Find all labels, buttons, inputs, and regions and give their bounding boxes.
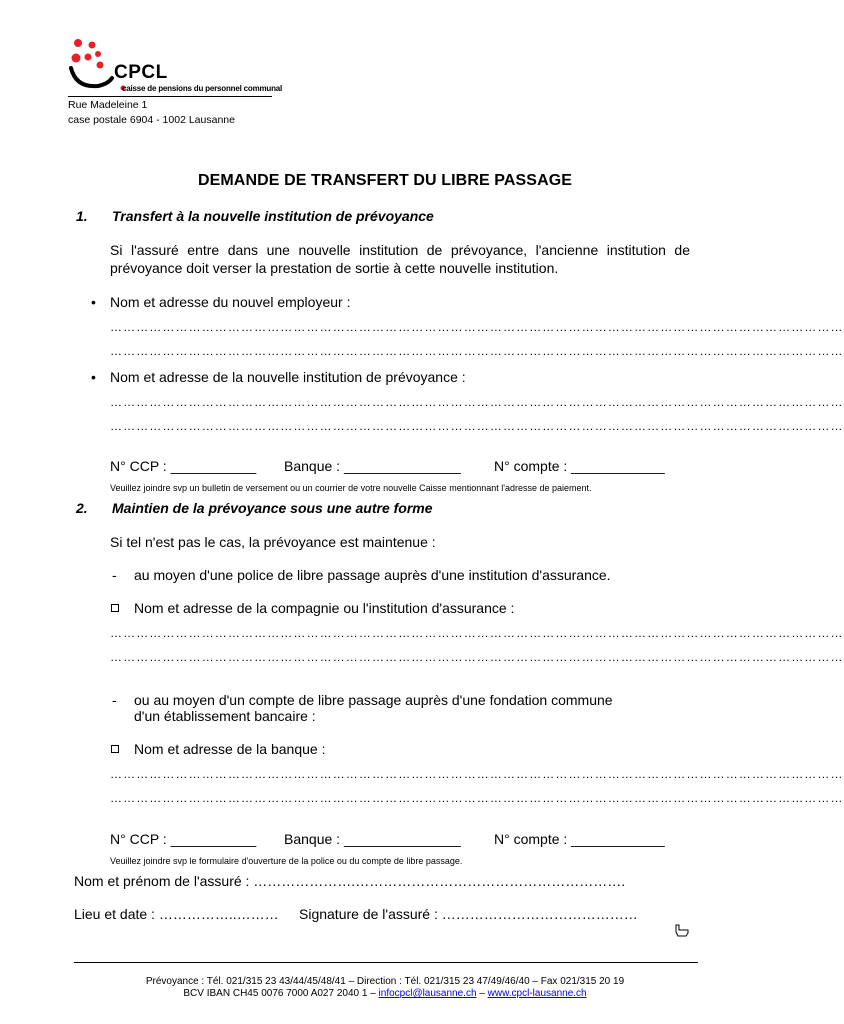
- section-1-paragraph: Si l'assuré entre dans une nouvelle institution de prévoyance, l'ancienne institution de prévoyance doit verser la prestation de sortie à cette nouvelle institution.: [110, 242, 690, 276]
- new-institution-label: Nom et adresse de la nouvelle institution de prévoyance :: [110, 369, 466, 385]
- address-line-2: case postale 6904 - 1002 Lausanne: [68, 114, 235, 126]
- dash-marker: -: [112, 692, 117, 708]
- footer-iban: BCV IBAN CH45 0076 7000 A027 2040 1 –: [183, 988, 376, 999]
- ccp-field-2[interactable]: N° CCP : ___________: [110, 831, 257, 847]
- document-title: DEMANDE DE TRANSFERT DU LIBRE PASSAGE: [197, 172, 573, 189]
- footer-bank-info: [0, 988, 770, 999]
- new-institution-field-2[interactable]: ……………………………………………………………………………………………………………………………………………………: [110, 419, 844, 433]
- place-date-field[interactable]: Lieu et date : ……………..………: [74, 906, 279, 922]
- insured-name-field[interactable]: Nom et prénom de l'assuré : ………………….………………………………………………….: [74, 873, 626, 889]
- bank-address-field-1[interactable]: ……………………………………………………………………………………………………………………………………………………: [110, 767, 844, 781]
- option-2-line-2: d'un établissement bancaire :: [134, 708, 316, 724]
- footer-email-link[interactable]: infocpcl@lausanne.ch: [378, 988, 477, 999]
- footer-website-link[interactable]: www.cpcl-lausanne.ch: [487, 988, 587, 999]
- bullet-icon: •: [91, 294, 96, 310]
- new-employer-label: Nom et adresse du nouvel employeur :: [110, 294, 351, 310]
- checkbox-icon[interactable]: [111, 604, 119, 612]
- option-1-text: au moyen d'une police de libre passage auprès d'une institution d'assurance.: [134, 567, 611, 583]
- dash-marker: -: [112, 567, 117, 583]
- bank-field-2[interactable]: Banque : _______________: [284, 831, 461, 847]
- bank-address-field-2[interactable]: ……………………………………………………………………………………………………………………………………………………: [110, 791, 844, 805]
- account-field-2[interactable]: N° compte : ____________: [494, 831, 665, 847]
- new-employer-field-1[interactable]: ……………………………………………………………………………………………………………………………………………………: [110, 320, 844, 334]
- footer-separator: –: [479, 988, 485, 999]
- section-1-heading: Transfert à la nouvelle institution de prévoyance: [112, 208, 434, 224]
- new-institution-field-1[interactable]: ……………………………………………………………………………………………………………………………………………………: [110, 395, 844, 409]
- signature-field[interactable]: Signature de l'assuré : ……………………………………: [299, 906, 638, 922]
- bank-label: Nom et adresse de la banque :: [134, 741, 326, 757]
- ccp-field-1[interactable]: N° CCP : ___________: [110, 458, 257, 474]
- account-field-1[interactable]: N° compte : ____________: [494, 458, 665, 474]
- insurance-label: Nom et adresse de la compagnie ou l'institution d'assurance :: [134, 600, 515, 616]
- logo-divider: [68, 96, 272, 97]
- footer-divider: [74, 962, 698, 963]
- section-1-number: 1.: [76, 208, 88, 224]
- section-2-intro: Si tel n'est pas le cas, la prévoyance est maintenue :: [110, 534, 436, 550]
- section-2-number: 2.: [76, 500, 88, 516]
- bank-field-1[interactable]: Banque : _______________: [284, 458, 461, 474]
- pointing-hand-icon: [674, 924, 690, 938]
- option-2-line-1: ou au moyen d'un compte de libre passage auprès d'une fondation commune: [134, 692, 613, 708]
- footer-contact: Prévoyance : Tél. 021/315 23 43/44/45/48/41 – Direction : Tél. 021/315 23 47/49/46/40 – Fax 021/315 20 19: [145, 976, 625, 987]
- new-employer-field-2[interactable]: ……………………………………………………………………………………………………………………………………………………: [110, 344, 844, 358]
- insurance-field-2[interactable]: ……………………………………………………………………………………………………………………………………………………: [110, 650, 844, 664]
- section-1-note: Veuillez joindre svp un bulletin de versement ou un courrier de votre nouvelle Caisse mentionnant l'adresse de paiement.: [110, 483, 592, 493]
- section-2-note: Veuillez joindre svp le formulaire d'ouverture de la police ou du compte de libre passage.: [110, 856, 463, 866]
- insurance-field-1[interactable]: ……………………………………………………………………………………………………………………………………………………: [110, 626, 844, 640]
- logo-subtitle: caisse de pensions du personnel communal: [122, 84, 283, 93]
- logo-name: CPCL: [114, 62, 168, 83]
- bullet-icon: •: [91, 369, 96, 385]
- section-2-heading: Maintien de la prévoyance sous une autre forme: [112, 500, 433, 516]
- checkbox-icon[interactable]: [111, 745, 119, 753]
- address-line-1: Rue Madeleine 1: [68, 99, 148, 111]
